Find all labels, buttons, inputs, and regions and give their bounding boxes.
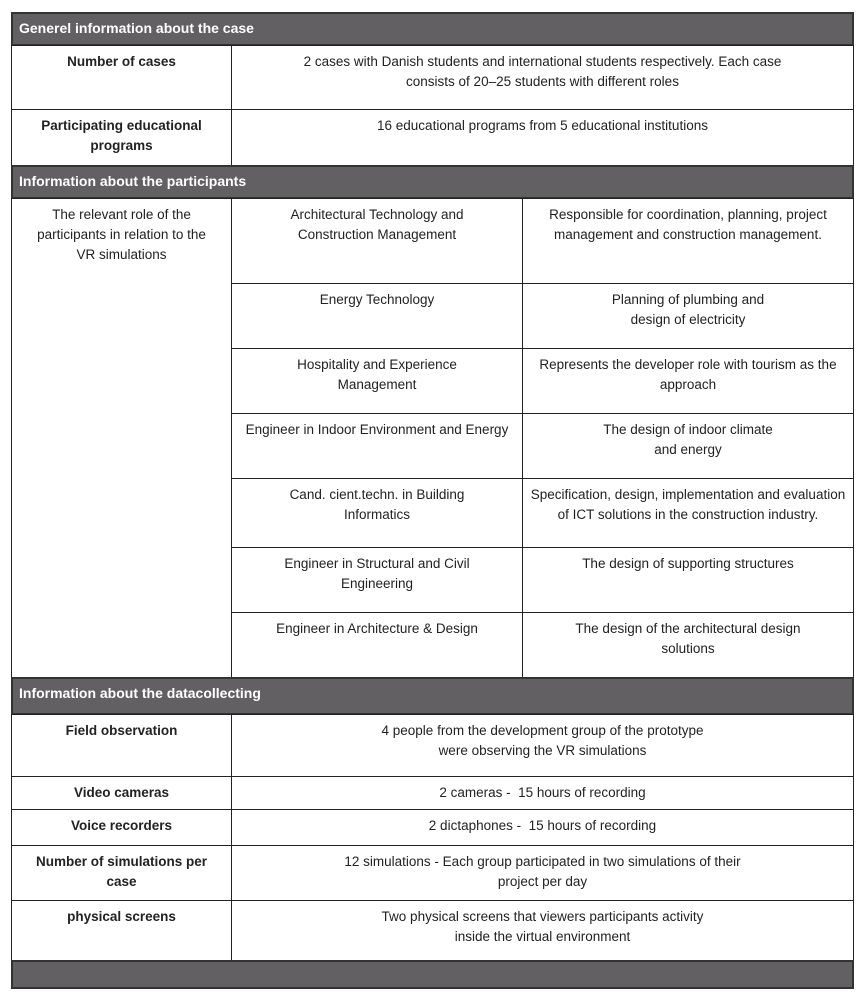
value-simulations-per-case: 12 simulations - Each group participated in two simulations of their project per day bbox=[231, 845, 854, 901]
program-cell: Energy Technology bbox=[231, 283, 523, 349]
section-header-general bbox=[11, 12, 854, 46]
label-field-observation: Field observation bbox=[11, 714, 232, 777]
label-number-of-cases: Number of cases bbox=[11, 45, 232, 110]
value-number-of-cases: 2 cases with Danish students and international students respectively. Each case consists of 20–25 students with different roles bbox=[231, 45, 854, 110]
label-physical-screens: physical screens bbox=[11, 900, 232, 961]
value-field-observation: 4 people from the development group of the prototype were observing the VR simulations bbox=[231, 714, 854, 777]
label-voice-recorders: Voice recorders bbox=[11, 809, 232, 846]
value-video-cameras: 2 cameras - 15 hours of recording bbox=[231, 776, 854, 810]
label-participating-programs: Participating educational programs bbox=[11, 109, 232, 166]
label-simulations-per-case: Number of simulations per case bbox=[11, 845, 232, 901]
program-cell: Engineer in Architecture & Design bbox=[231, 612, 523, 678]
program-cell: Engineer in Indoor Environment and Energy bbox=[231, 413, 523, 479]
value-physical-screens: Two physical screens that viewers participants activity inside the virtual environment bbox=[231, 900, 854, 961]
section-header-participants bbox=[11, 165, 854, 199]
role-cell: Represents the developer role with tourism as the approach bbox=[522, 348, 854, 414]
value-participating-programs: 16 educational programs from 5 educational institutions bbox=[231, 109, 854, 166]
label-video-cameras: Video cameras bbox=[11, 776, 232, 810]
section-title: Information about the datacollecting bbox=[19, 685, 261, 701]
program-cell: Engineer in Structural and Civil Engineering bbox=[231, 547, 523, 613]
role-cell: The design of supporting structures bbox=[522, 547, 854, 613]
role-cell: Specification, design, implementation and evaluation of ICT solutions in the construction industry. bbox=[522, 478, 854, 548]
label-participant-roles: The relevant role of the participants in relation to the VR simulations bbox=[11, 198, 232, 678]
table-footer-bar bbox=[11, 960, 854, 989]
role-cell: The design of the architectural design solutions bbox=[522, 612, 854, 678]
program-cell: Architectural Technology and Construction Management bbox=[231, 198, 523, 284]
role-cell: Planning of plumbing and design of electricity bbox=[522, 283, 854, 349]
program-cell: Hospitality and Experience Management bbox=[231, 348, 523, 414]
role-cell: The design of indoor climate and energy bbox=[522, 413, 854, 479]
section-header-datacollecting bbox=[11, 677, 854, 715]
section-title: Information about the participants bbox=[19, 173, 247, 189]
section-title: Generel information about the case bbox=[19, 20, 254, 36]
value-voice-recorders: 2 dictaphones - 15 hours of recording bbox=[231, 809, 854, 846]
program-cell: Cand. cient.techn. in Building Informatics bbox=[231, 478, 523, 548]
role-cell: Responsible for coordination, planning, project management and construction management. bbox=[522, 198, 854, 284]
